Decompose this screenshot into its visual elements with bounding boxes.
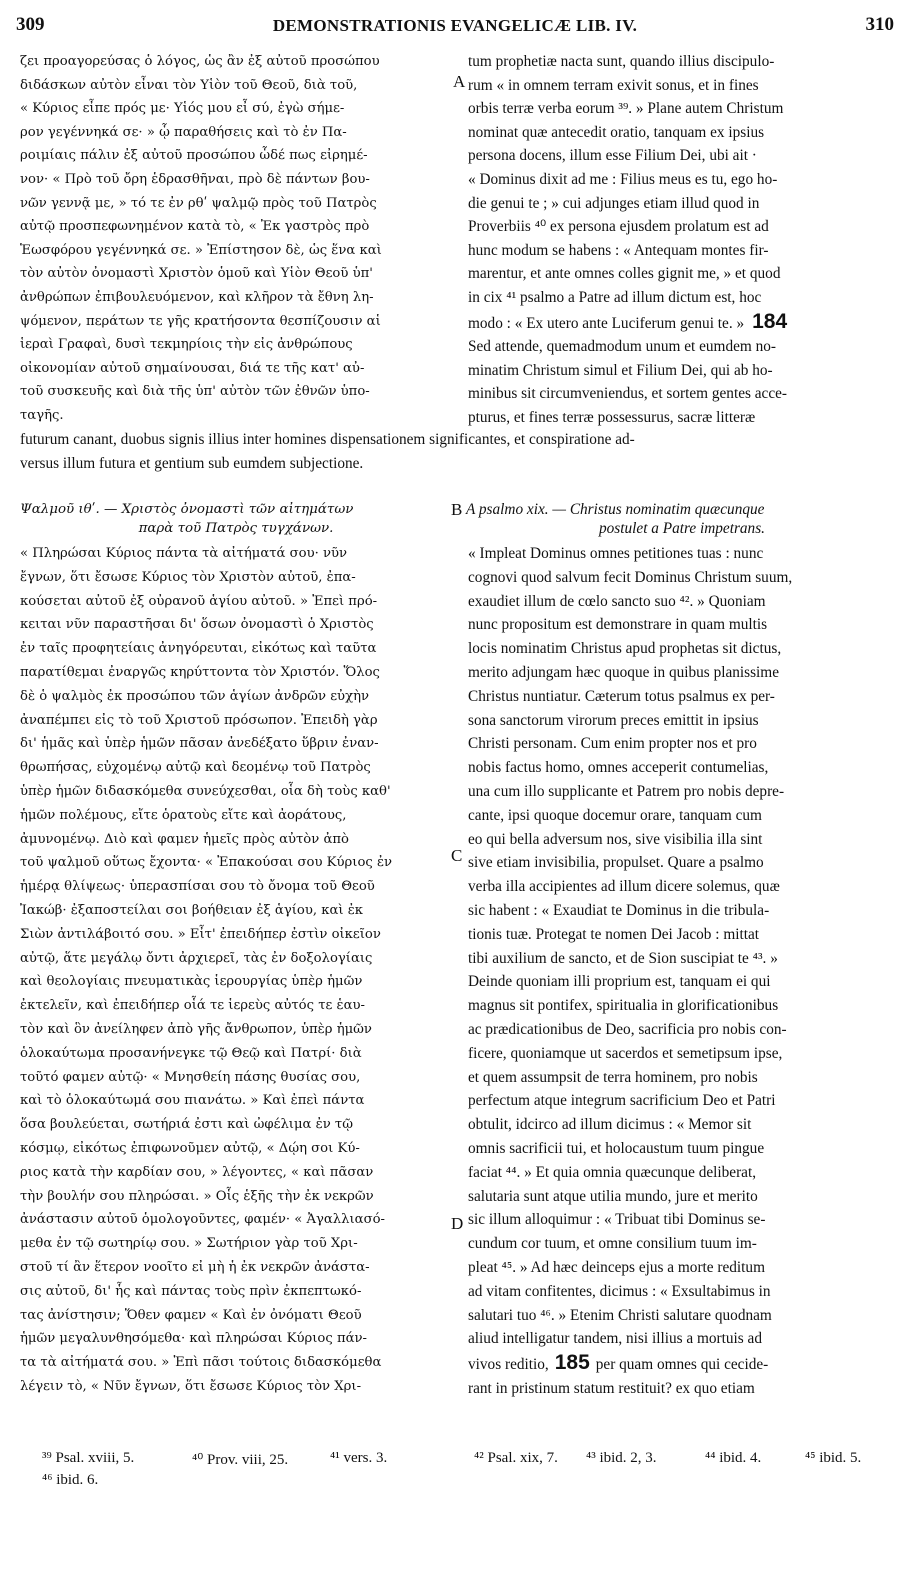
greek-text-line: ἡμῶν πολέμους, εἴτε ὁρατοὺς εἴτε καὶ ἀοράτους, [20, 807, 347, 823]
greek-text-line: σις αὐτοῦ, δι' ἧς καὶ πάντας τοὺς πρὶν ἐκπεπτωκό- [20, 1283, 362, 1299]
latin-text-line: sive etiam invisibilia, propulset. Quare a psalmo [468, 854, 764, 872]
greek-text-line: « Πληρώσαι Κύριος πάντα τὰ αἰτήματά σου· νῦν [20, 546, 348, 561]
latin-column-1 [468, 50, 900, 430]
latin-text-line: merito adjungam hæc quoque in quibus planissime [468, 663, 779, 681]
latin-text-line: minatim Christum simul et Filium Dei, qui ab ho- [468, 361, 773, 379]
latin-heading-line-2: postulet a Patre impetrans. [599, 520, 765, 537]
greek-text-line: ὑπὲρ ἡμῶν διδασκόμεθα συνεύχεσθαι, οἷα δὴ τοὺς καθ' [20, 783, 391, 799]
latin-text-line: tionis tuæ. Protegat te nomen Dei Jacob : mittat [468, 925, 760, 943]
latin-text-line: sic habent : « Exaudiat te Dominus in die tribula- [468, 901, 770, 919]
latin-text-line: pturus, et fines terræ possessurus, sacræ litteræ [468, 408, 756, 426]
latin-text-line: in cix ⁴¹ psalmo a Patre ad illum dictum est, hoc [468, 288, 762, 306]
latin-text-line: verba illa accipientes ad illum dicere solemus, quæ [468, 878, 780, 896]
greek-text-line: αὐτῷ προσπεφωνημένον κατὰ τὸ, « Ἐκ γαστρὸς πρὸ [20, 219, 370, 235]
greek-text-line: τα τὰ αἰτήματά σου. » Ἐπὶ πᾶσι τούτοις διδασκόμεθα [20, 1355, 382, 1371]
footnote-45: ⁴⁵ ibid. 5. [805, 1450, 862, 1466]
footnote-41: ⁴¹ vers. 3. [330, 1450, 388, 1466]
latin-text-line: persona docens, illum esse Filium Dei, ubi ait · [468, 147, 757, 165]
greek-section-heading [20, 500, 452, 538]
greek-text-line: ψόμενον, περάτων τε γῆς κρατήσοντα θεσπίζουσιν αἱ [20, 313, 381, 329]
greek-heading-line-2: παρὰ τοῦ Πατρὸς τυγχάνων. [138, 521, 334, 536]
footnote-39: ³⁹ Psal. xviii, 5. [42, 1450, 135, 1466]
greek-text-line: νον· « Πρὸ τοῦ ὄρη ἑδρασθῆναι, πρὸ δὲ πάντων βου- [20, 171, 370, 187]
greek-text-line: ταγῆς. [20, 407, 64, 423]
greek-text-line: παρατίθεμαι ἐναργῶς κηρύττοντα τὸν Χριστόν. Ὅλος [20, 664, 380, 680]
page-number-right: 310 [865, 14, 894, 35]
latin-text-line: nunc propositum est demonstrare in quam multis [468, 616, 768, 634]
greek-text-line: ριος κατὰ τὴν καρδίαν σου, » λέγοντες, « καὶ πᾶσαν [20, 1164, 374, 1180]
latin-text-line: Sed attende, quemadmodum unum et eumdem no- [468, 338, 776, 356]
greek-text-line: καὶ θεολογίαις πνευματικὰς ἱερουργίας ὑπὲρ ἡμῶν [20, 974, 363, 990]
footnote-40: ⁴⁰ Prov. viii, 25. [192, 1452, 289, 1468]
greek-text-line: νῶν γεννᾷ με, » τό τε ἐν ρθʹ ψαλμῷ πρὸς τοῦ Πατρὸς [20, 195, 377, 211]
greek-text-line: καὶ τὸ ὁλοκαύτωμά σου πιανάτω. » Καὶ ἐπεὶ πάντα [20, 1093, 365, 1109]
running-title: DEMONSTRATIONIS EVANGELICÆ LIB. IV. [272, 16, 638, 35]
greek-text-line: τὴν βουλήν σου πληρώσαι. » Οἷς ἑξῆς τὴν ἐκ νεκρῶν [20, 1188, 374, 1204]
greek-column-2 [20, 542, 454, 1399]
latin-text-line: cundum cor tuum, et omne consilium tuum im- [468, 1235, 757, 1253]
margin-marker-d: D [451, 1214, 464, 1233]
latin-text-line: die genui te ; » cui adjunges etiam illud quod in [468, 194, 760, 212]
greek-text-line: διδάσκων αὐτὸν εἶναι τὸν Υἱὸν τοῦ Θεοῦ, διὰ τοῦ, [20, 77, 358, 93]
full-width-text-line: futurum canant, duobus signis illius inter homines dispensationem significantes, et conspiratione ad- [20, 431, 635, 448]
greek-text-line: κούσεται αὐτοῦ ἐξ οὐρανοῦ ἁγίου αὐτοῦ. » Ἐπεὶ πρό- [20, 593, 378, 609]
greek-text-line: τοῦτό φαμεν αὐτῷ· « Μνησθείη πάσης θυσίας σου, [20, 1069, 361, 1085]
greek-text-line: ἔγνων, ὅτι ἔσωσε Κύριος τὸν Χριστὸν αὐτοῦ, ἐπα- [20, 569, 356, 585]
greek-text-line: ἐκτελεῖν, καὶ ἐπειδήπερ οἷά τε ἱερεὺς αὐτός τε ἑαυ- [20, 998, 365, 1014]
latin-text-line: omnis sacrificii tui, et holocaustum tuum pingue [468, 1139, 765, 1157]
greek-text-line: στοῦ τί ἂν ἕτερον νοοῖτο εἰ μὴ ἡ ἐκ νεκρῶν ἀνάστα- [20, 1259, 370, 1275]
latin-text-line: « Dominus dixit ad me : Filius meus es tu, ego ho- [468, 170, 778, 188]
greek-text-line: « Κύριος εἶπε πρός με· Υἱός μου εἶ σύ, ἐγὼ σήμε- [20, 101, 345, 117]
latin-text-line: minibus sit circumveniendus, et sortem gentes acce- [468, 385, 788, 403]
latin-text-line: rum « in omnem terram exivit sonus, et in fines [468, 76, 759, 94]
greek-text-line: αὐτῷ, ἅτε μεγάλῳ ὄντι ἀρχιερεῖ, τὰς ἐν δοξολογίαις [20, 950, 373, 966]
greek-text-line: ἀνθρώπων ἐπιβουλευόμενον, καὶ κλῆρον τὰ ἔθνη λη- [20, 289, 374, 305]
latin-text-line [468, 1351, 900, 1377]
latin-text-line: tum prophetiæ nacta sunt, quando illius discipulo- [468, 53, 775, 70]
full-width-text-line: versus illum futura et gentium sub eumdem subjectione. [20, 454, 364, 472]
margin-marker-a: A [453, 72, 466, 91]
latin-text-line: magnus sit pontifex, spiritualia in glorificationibus [468, 997, 779, 1015]
footnote-44: ⁴⁴ ibid. 4. [705, 1450, 762, 1466]
running-header [16, 14, 894, 44]
latin-text-line: una cum illo supplicante et Patrem pro nobis depre- [468, 782, 785, 800]
latin-section-heading [466, 500, 898, 538]
latin-text-line: eo qui bella adversum nos, sive visibilia illa sint [468, 830, 763, 848]
greek-text-line: ὅσα βουλεύεται, σωτήριά ἐστι καὶ ὠφέλιμα ἐν τῷ [20, 1117, 353, 1133]
latin-text-line: Christus nuntiatur. Cæterum totus psalmus ex per- [468, 687, 775, 705]
greek-text-line: κόσμῳ, εἰκότως ἐπιφωνοῦμεν αὐτῷ, « Δῴη σοι Κύ- [20, 1140, 360, 1156]
page-number-marker-184: 184 [752, 309, 788, 333]
latin-text-line: obtulit, idcirco ad illum dicimus : « Memor sit [468, 1116, 752, 1134]
greek-text-line: δὲ ὁ ψαλμὸς ἐκ προσώπου τῶν ἁγίων ἀνδρῶν εὐχὴν [20, 688, 369, 704]
latin-text-line: marentur, et ante omnes colles gignit me, » et quod [468, 265, 781, 283]
greek-text-line: τὸν καὶ ὃν ἀνείληφεν ἀπὸ γῆς ἄνθρωπον, ὑπὲρ ἡμῶν [20, 1021, 372, 1037]
latin-text-line: « Impleat Dominus omnes petitiones tuas : nunc [468, 545, 764, 562]
latin-text-line: hunc modum se habens : « Antequam montes fir- [468, 241, 769, 259]
latin-text-line: cognovi quod salvum fecit Dominus Christum suum, [468, 568, 793, 586]
footnote-43: ⁴³ ibid. 2, 3. [586, 1450, 657, 1466]
latin-text-line: Deinde quoniam illi proprium est, tanquam ei qui [468, 973, 771, 991]
latin-text-line [468, 310, 900, 336]
latin-text-line: locis nominatim Christus apud prophetas sit dictus, [468, 640, 782, 658]
latin-column-2 [468, 542, 900, 1401]
greek-text-line: ἀναπέμπει εἰς τὸ τοῦ Χριστοῦ πρόσωπον. Ἐπειδὴ γὰρ [20, 712, 378, 728]
footnote-46: ⁴⁶ ibid. 6. [42, 1472, 99, 1488]
latin-text-line: pleat ⁴⁵. » Ad hæc deinceps ejus a morte reditum [468, 1258, 765, 1276]
latin-text-line: nobis factus homo, omnes acceperit contumelias, [468, 759, 769, 777]
latin-text-line: tibi auxilium de sancto, et de Sion suscipiat te ⁴³. » [468, 949, 778, 967]
greek-text-line: ἀμυνομένῳ. Διὸ καὶ φαμεν ἡμεῖς πρὸς αὐτὸν ἀπὸ [20, 831, 349, 847]
latin-text-line: faciat ⁴⁴. » Et quia omnia quæcunque deliberat, [468, 1163, 757, 1181]
latin-text-line: ad vitam confitentes, dicimus : « Exsultabimus in [468, 1282, 771, 1300]
latin-text-line: perfectum atque integrum sacrificium Deo et Patri [468, 1092, 776, 1110]
latin-text-line: et quem assumpsit de terra hominem, pro nobis [468, 1068, 758, 1086]
greek-text-line: Σιὼν ἀντιλάβοιτό σου. » Εἶτ' ἐπειδήπερ ἐστὶν οἰκεῖον [20, 926, 381, 942]
latin-text-line-content: modo : « Ex utero ante Luciferum genui te. » [468, 314, 745, 332]
latin-text-line: orbis terræ verba eorum ³⁹. » Plane autem Christum [468, 100, 784, 118]
greek-text-line: ἡμέρᾳ θλίψεως· ὑπερασπίσαι σου τὸ ὄνομα τοῦ Θεοῦ [20, 879, 375, 895]
latin-text-line: aliud intelligatur tandem, nisi illius a mortuis ad [468, 1330, 762, 1348]
greek-text-line: ζει προαγορεύσας ὁ λόγος, ὡς ἂν ἐξ αὐτοῦ προσώπου [20, 54, 380, 69]
greek-text-line: δι' ἡμᾶς καὶ ὑπὲρ ἡμῶν πᾶσαν ἀνεδέξατο ὕβριν ἐναν- [20, 736, 379, 752]
greek-text-line: κειται νῦν παραστῆσαι δι' ὅσων ὀνομαστὶ ὁ Χριστὸς [20, 617, 374, 633]
latin-text-line: salutari tuo ⁴⁶. » Etenim Christi salutare quodnam [468, 1306, 772, 1324]
latin-text-line: ficere, quoniamque ut sacerdos et semetipsum ipse, [468, 1044, 783, 1062]
greek-text-line: μεθα ἐν τῷ σωτηρίῳ σου. » Σωτήριον γὰρ τοῦ Χρι- [20, 1236, 358, 1252]
greek-text-line: τοῦ συσκευῆς καὶ διὰ τῆς ὑπ' αὐτὸν τῶν ἐθνῶν ὑπο- [20, 384, 370, 400]
latin-text-line: sic illum alloquimur : « Tribuat tibi Dominus se- [468, 1211, 766, 1229]
greek-text-line: τοῦ ψαλμοῦ οὕτως ἔχοντα· « Ἐπακούσαι σου Κύριος ἐν [20, 855, 393, 871]
footnote-42: ⁴² Psal. xix, 7. [474, 1450, 558, 1466]
greek-text-line: τὸν αὐτὸν ὀνομαστὶ Χριστὸν ὁμοῦ καὶ Υἱὸν Θεοῦ ὑπ' [20, 266, 373, 282]
greek-text-line: λέγειν τὸ, « Νῦν ἔγνων, ὅτι ἔσωσε Κύριος τὸν Χρι- [20, 1378, 362, 1394]
greek-text-line: τας ἀνίστησιν; Ὅθεν φαμεν « Καὶ ἐν ὀνόματι Θεοῦ [20, 1307, 362, 1323]
greek-text-line: ἡμῶν μεγαλυνθησόμεθα· καὶ πληρώσαι Κύριος πάν- [20, 1331, 367, 1347]
greek-text-line: ροιμίαις πάλιν ἐξ αὐτοῦ προσώπου ὧδέ πως εἰρημέ- [20, 148, 368, 164]
latin-text-line-content: vivos reditio, [468, 1356, 549, 1374]
latin-text-line-tail: per quam omnes qui cecide- [595, 1356, 769, 1374]
greek-text-line: θρωπήσας, εὐχομένῳ αὐτῷ καὶ δεομένῳ τοῦ Πατρὸς [20, 760, 371, 776]
latin-heading-line-1: A psalmo xix. — Christus nominatim quæcunque [466, 501, 765, 518]
greek-text-line: ἐν ταῖς προφητείαις ἀνηγόρευται, εἰκότως καὶ ταῦτα [20, 641, 377, 657]
greek-text-line: ἱεραὶ Γραφαὶ, δυσὶ τεκμηρίοις τὴν εἰς ἀνθρώπους [20, 337, 353, 353]
greek-column-1 [20, 50, 454, 428]
greek-text-line: ρον γεγέννηκά σε· » ᾧ παραθήσεις καὶ τὸ ἐν Πα- [20, 124, 347, 140]
margin-marker-c: C [451, 846, 463, 865]
latin-text-line: Proverbiis ⁴⁰ ex persona ejusdem prolatum est ad [468, 218, 769, 236]
latin-text-line: sona sanctorum virorum preces emittit in ipsius [468, 711, 759, 729]
greek-text-line: Ἰακώβ· ἐξαποστείλαι σοι βοήθειαν ἐξ ἁγίου, καὶ ἐκ [20, 902, 364, 918]
margin-marker-b: B [451, 500, 463, 519]
latin-text-line: cante, ipsi quoque docemur orare, tanquam cum [468, 806, 762, 824]
page-number-marker-185: 185 [554, 1351, 590, 1375]
latin-text-line: salutaria sunt atque utilia mundo, jure et merito [468, 1187, 758, 1205]
latin-text-line: rant in pristinum statum restituit? ex quo etiam [468, 1379, 755, 1397]
greek-heading-line-1: Ψαλμοῦ ιθʹ. — Χριστὸς ὀνομαστὶ τῶν αἰτημάτων [20, 502, 354, 517]
greek-text-line: ἀνάστασιν αὐτοῦ ὁμολογοῦντες, φαμέν· « Ἀγαλλιασό- [20, 1212, 385, 1228]
greek-text-line: οἰκονομίαν αὐτοῦ σημαίνουσαι, διά τε τῆς κατ' αὐ- [20, 360, 365, 376]
greek-text-line: ὁλοκαύτωμα προσανήνεγκε τῷ Θεῷ καὶ Πατρί· διὰ [20, 1045, 362, 1061]
greek-text-line: Ἑωσφόρου γεγέννηκά σε. » Ἐπίστησον δὲ, ὡς ἕνα καὶ [20, 242, 382, 258]
page-number-left: 309 [16, 14, 45, 35]
latin-text-line: nominat quæ antecedit oratio, tanquam ex ipsius [468, 123, 765, 141]
latin-text-line: ac prædicationibus de Deo, sacrificia pro nobis con- [468, 1020, 787, 1038]
latin-text-line: exaudiet illum de cœlo sancto suo ⁴². » Quoniam [468, 592, 766, 610]
latin-text-line: Christi personam. Cum enim propter nos et pro [468, 735, 757, 753]
